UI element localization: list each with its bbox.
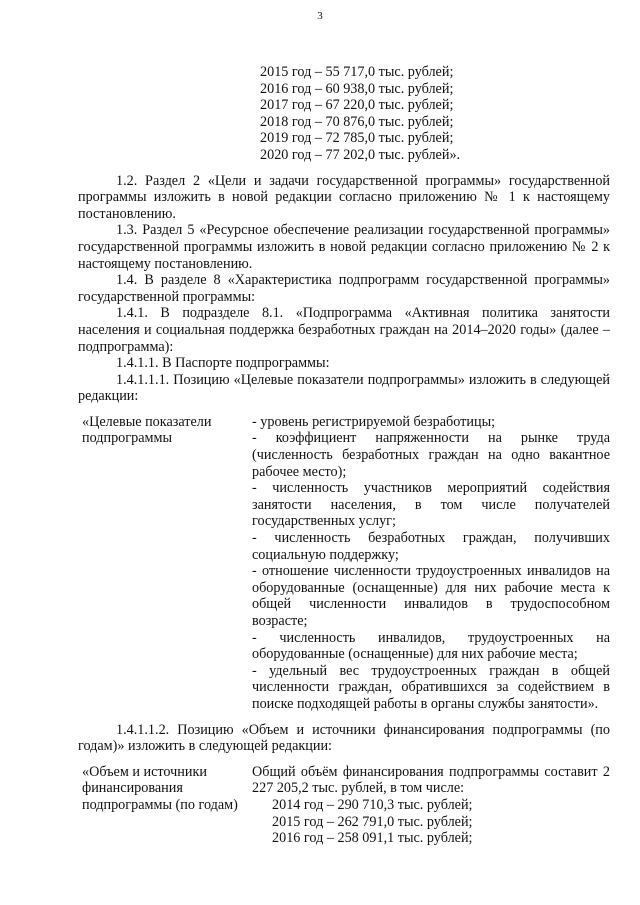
indicator-item: - коэффициент напряженности на рынке труда (численность безработных граждан на одно вакантное рабочее место); — [252, 430, 610, 480]
financing-line: 2018 год – 70 876,0 тыс. рублей; — [260, 113, 454, 130]
financing-year: 2016 год – 258 091,1 тыс. рублей; — [272, 830, 473, 847]
financing-label: «Объем и источники финансирования подпрограммы (по годам) — [82, 763, 238, 813]
indicators-table — [78, 414, 610, 713]
indicator-item: - удельный вес трудоустроенных граждан в общей численности граждан, обратившихся за содействием в поиске подходящей работы в органы службы занятости». — [252, 662, 610, 712]
financing-year: 2015 год – 262 791,0 тыс. рублей; — [272, 813, 473, 830]
paragraph-1-4-1-1-2: 1.4.1.1.2. Позицию «Объем и источники финансирования подпрограммы (по годам)» изложить в следующей редакции: — [78, 721, 610, 755]
financing-line: 2019 год – 72 785,0 тыс. рублей; — [260, 130, 454, 147]
document-body — [78, 64, 610, 847]
indicator-item: - численность участников мероприятий содействия занятости населения, в том числе получателей государственных услуг; — [252, 480, 610, 530]
paragraph-1-4-1-1: 1.4.1.1. В Паспорте подпрограммы: — [116, 355, 330, 372]
financing-line: 2016 год – 60 938,0 тыс. рублей; — [260, 80, 454, 97]
indicators-label: «Целевые показатели подпрограммы — [82, 413, 212, 447]
financing-years — [272, 797, 610, 847]
financing-line: 2017 год – 67 220,0 тыс. рублей; — [260, 97, 454, 114]
financing-list — [260, 64, 610, 164]
financing-table — [78, 764, 610, 847]
financing-total: Общий объём финансирования подпрограммы составит 2 227 205,2 тыс. рублей, в том числе: — [252, 763, 610, 797]
indicator-item: - отношение численности трудоустроенных инвалидов на оборудованные (оснащенные) для них рабочие места к общей численности инвалидов в трудоспособном возрасте; — [252, 563, 610, 629]
financing-details — [252, 764, 610, 847]
paragraph-1-4-1-1-1: 1.4.1.1.1. Позицию «Целевые показатели подпрограммы» изложить в следующей редакции: — [78, 371, 610, 405]
financing-year: 2014 год – 290 710,3 тыс. рублей; — [272, 796, 473, 813]
paragraph-1-4: 1.4. В разделе 8 «Характеристика подпрограмм государственной программы» государственной программы: — [78, 272, 610, 305]
paragraph-1-3: 1.3. Раздел 5 «Ресурсное обеспечение реализации государственной программы» государственной программы изложить в новой редакции согласно приложению № 2 к настоящему постановлению. — [78, 222, 610, 272]
indicator-item: - численность безработных граждан, получивших социальную поддержку; — [252, 530, 610, 563]
paragraph-1-2: 1.2. Раздел 2 «Цели и задачи государственной программы» государственной программы изложить в новой редакции согласно приложению № 1 к настоящему постановлению. — [78, 172, 610, 222]
indicators-list — [252, 414, 610, 713]
paragraph-1-4-1: 1.4.1. В подразделе 8.1. «Подпрограмма «Активная политика занятости населения и социальная поддержка безработных граждан на 2014–2020 годы» (далее – подпрограмма): — [78, 305, 610, 355]
financing-line: 2015 год – 55 717,0 тыс. рублей; — [260, 64, 454, 80]
indicator-item: - уровень регистрируемой безработицы; — [252, 413, 496, 430]
financing-line: 2020 год – 77 202,0 тыс. рублей». — [260, 146, 461, 163]
page-number: 3 — [317, 10, 323, 22]
indicator-item: - численность инвалидов, трудоустроенных на оборудованные (оснащенные) для них рабочие места; — [252, 629, 610, 663]
